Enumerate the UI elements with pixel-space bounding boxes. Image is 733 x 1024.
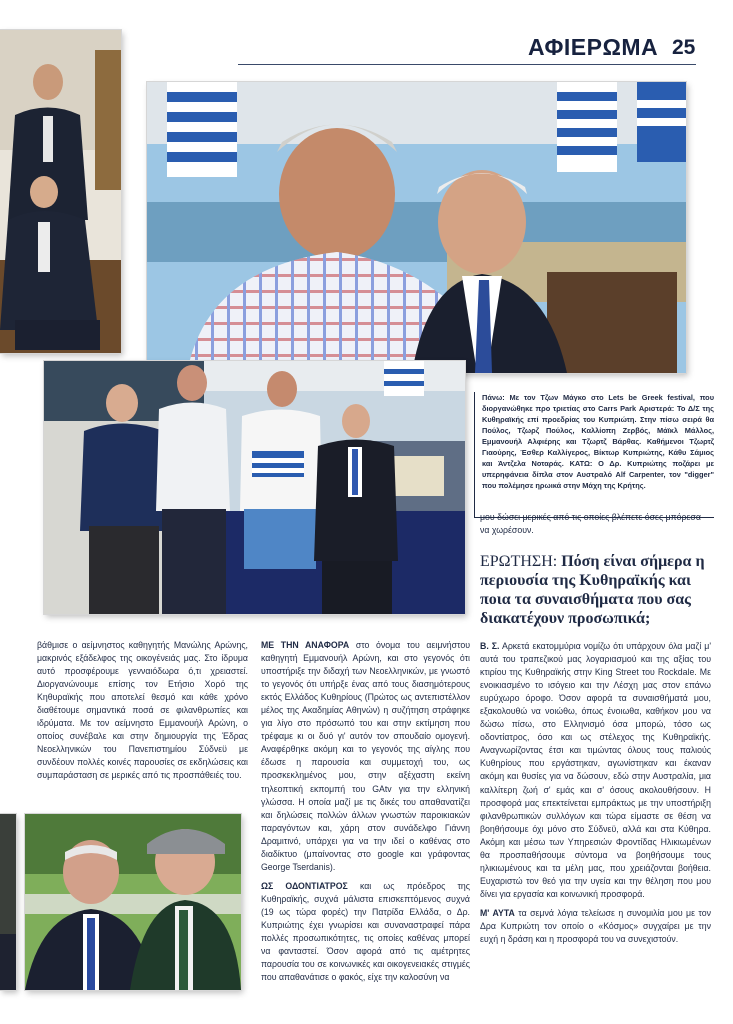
right-lead-2: Μ' ΑΥΤΑ [480,907,515,918]
middle-column [261,639,470,984]
right-column-intro: μου δώσει μερικές από τις οποίες βλέπετε όσες μπόρεσα να χωρέσουν. [480,512,701,535]
right-paragraph-1 [480,640,711,901]
right-body-2: τα σεμνά λόγια τελείωσε η συνομιλία μου με τον Δρα Κυπριώτη τον οποίο ο «Κόσμος» συγχαίρει με την ευχή η δράση και η προσφορά του να συνεχιστούν. [480,907,711,945]
interview-question [480,552,710,628]
photo-caption [474,392,714,518]
question-text: Πόση είναι σήμερα η περιουσία της Κυθηραϊκής και ποια τα συναισθήματα που σας διακατέχουν προσωπικά; [480,553,705,627]
right-paragraph-2 [480,907,711,946]
question-label: ΕΡΩΤΗΣΗ: [480,553,558,570]
left-column [37,639,248,783]
middle-lead-1: ΜΕ ΤΗΝ ΑΝΑΦΟΡΑ [261,640,350,650]
middle-paragraph-2 [261,880,470,984]
middle-body-1: στο όνομα του αειμνήστου καθηγητή Εμμανουήλ Αρώνη, και στο γεγονός ότι υποστήριξε την διδαχή των Νεοελληνικών, με γνωστό το γεγονός ότι υπήρξε ένας από τους διασημότερους εκτός Ελλάδος Κυθηρίους (Πρώτος ως αντεπιστέλλον μέλος της Ακαδημίας Αθηνών) η συζήτηση στράφηκε για λίγο στο πρόσωπό του και στην εκτίμηση που τρέφαμε κι οι δυό γι' αυτόν τον σπουδαίο ομογενή. Αναφέρθηκε ακόμη και το γεγονός της αίγλης που έδωσε η παρουσία και συμμετοχή του, ως προσκεκλημένος μου, στην αξέχαστη εκείνη τηλεοπτική εκπομπή του GAtv για την ελληνική γλώσσα. Η οποία μαζί με τις δικές του απαθανατίζει και δηλώσεις πολλών άλλων γνωστών παροικιακών παραγόντων και, χάρη στον συνάδελφο Γιάννη Δραμιτινό, υπάρχει για να την ιδεί ο καθένας στο διαδίκτυο (μπαίνοντας στο google και γράφοντας George Tserdanis). [261,640,470,872]
middle-lead-2: ΩΣ ΟΔΟΝΤΙΑΤΡΟΣ [261,880,348,891]
middle-body-2: και ως πρόεδρος της Κυθηραϊκής, συχνά μάλιστα επισκεπτόμενος συχνά (19 ως τώρα φορές) την Πατρίδα Ελλάδα, ο Δρ. Κυπριώτης έχει γνωρίσει και συναναστραφεί πάρα πολλές προσωπικότητες, τις οποίες καθένας μπορεί να φανταστεί. Όσον αφορά από τις αμέτρητες παρουσία του σε κοινωνικές και οικογενειακές στιγμές που απαθανάτισε ο φακός, είχε την καλοσύνη να [261,880,470,983]
right-lead-1: Β. Σ. [480,641,500,651]
greek-flag-left [167,82,237,177]
photo-portrait-two-men [0,30,121,353]
left-paragraph: βάθμισε ο αείμνηστος καθηγητής Μανώλης Αρώνης, μακρινός εξάδελφος της οικογένειάς μας. Στο ίδρυμα αυτό προσφέρουμε γενναιόδωρα ό,τι χρειαστεί. Διοργανώνουμε επίσης τον Ετήσιο Χορό της Κηθυραϊκής που αποτελεί θεσμό και κάθε χρόνο διαθέτουμε σημαντικά ποσά σε φιλανθρωπίες και ιδρύματα. Με τον αείμνηστο Εμμανουήλ Αρώνη, ο οποίος συνέβαλε και στην δημιουργία της Έδρας Νεοελληνικών του Πανεπιστημίου Σύδνεϋ με συνδέουν πολλές κοινές παρουσίες σε εκδηλώσεις και συμπαράσταση σε μερικές από τις προσπάθειές του. [37,640,248,781]
photo-festival-two-men [147,82,686,373]
section-title: ΑΦΙΕΡΩΜΑ [528,34,659,60]
photo-group-four-men [44,361,465,614]
caption-text: Πάνω: Με τον Τζων Μάγκο στο Lets be Greek festival, που διοργανώθηκε προ τριετίας στο Carrs Park Αριστερά: Το Δ/Σ της Κυθηραϊκής επί προεδρίας του Κυπριώτη. Στην πίσω σειρά θα Πούλος, Τζωρζ Πούλος, Καλλίοπη Ζερβός, Μάϊκλ Μάλλος, Εμμανουήλ Αλφιέρης και Τζωρτζ Βάρθας. Καθήμενοι Τζωρτζ Γιαούρης, Έσθερ Καλλίγερος, Βίκτωρ Κυπριώτης, Κάθυ Σάμιος και Άντζελα Νοταράς. ΚΑΤΩ: Ο Δρ. Κυπριώτης ποζάρει με υπερηφάνεια δίπλα στον Αυστραλό Alf Carpenter, τον "digger" που πολέμησε ηρωικά στην Μάχη της Κρήτης. [482,393,714,490]
right-body-1: Αρκετά εκατομμύρια νομίζω ότι υπάρχουν όλα μαζί μ' αυτά του τραπεζικού μας λογαριασμού και της αξίας του κτιρίου της Κυθηραϊκής στην King Street του Rockdale. Με ενοικιασμένο το ισόγειο και την Λέσχη μας στον επάνω ευρύχωρο όροφο. Όσον αφορά τα συναισθήματά μου, εξακολουθώ να νοιώθω, όπως ένοιωθα, καθήκον μου να δώσω πίσω, στο Ελληνισμό όσα μπορώ, τόσο ως οδοντίατρος, όσο και ως στέλεχος της Κυθηραϊκής. Αναγνωρίζοντας έτσι και τιμώντας όλους τους παλιούς Κυθηρίους που εργάστηκαν, αγωνίστηκαν και έκαναν ακόμη και θυσίες για να δώσουν, εδώ στην Αυστραλία, μια καλλίτερη ζωή σ' εμάς και σ' όσους ακολουθήσουν. Η προσφορά μας επεκτείνεται εμπράκτως με την υποστήριξη φιλανθρωπικών συλλόγων και τώρα είμαστε σε θέση να βοηθήσουμε όχι μόνο στο Σύδνεϋ, αλλά και στα Κύθηρα. Ακόμη και μέσω των Υπηρεσιών Φροντίδας Ηλικιωμένων θα προσπαθήσουμε σύντομα να βοηθήσουμε τους ηλικιωμένους και τα μέλη μας, που χρειάζονται βοήθεια. Ευχαριστώ τον θεό για την υγεία και την θέληση που μου δίνει για εργασία και κοινωνική προσφορά. [480,641,711,899]
photo-edge-cropped [0,814,16,990]
middle-paragraph-1 [261,639,470,874]
header-rule [238,64,696,65]
photo-two-older-men [25,814,241,990]
right-column [480,640,711,946]
page-number: 25 [672,36,696,59]
